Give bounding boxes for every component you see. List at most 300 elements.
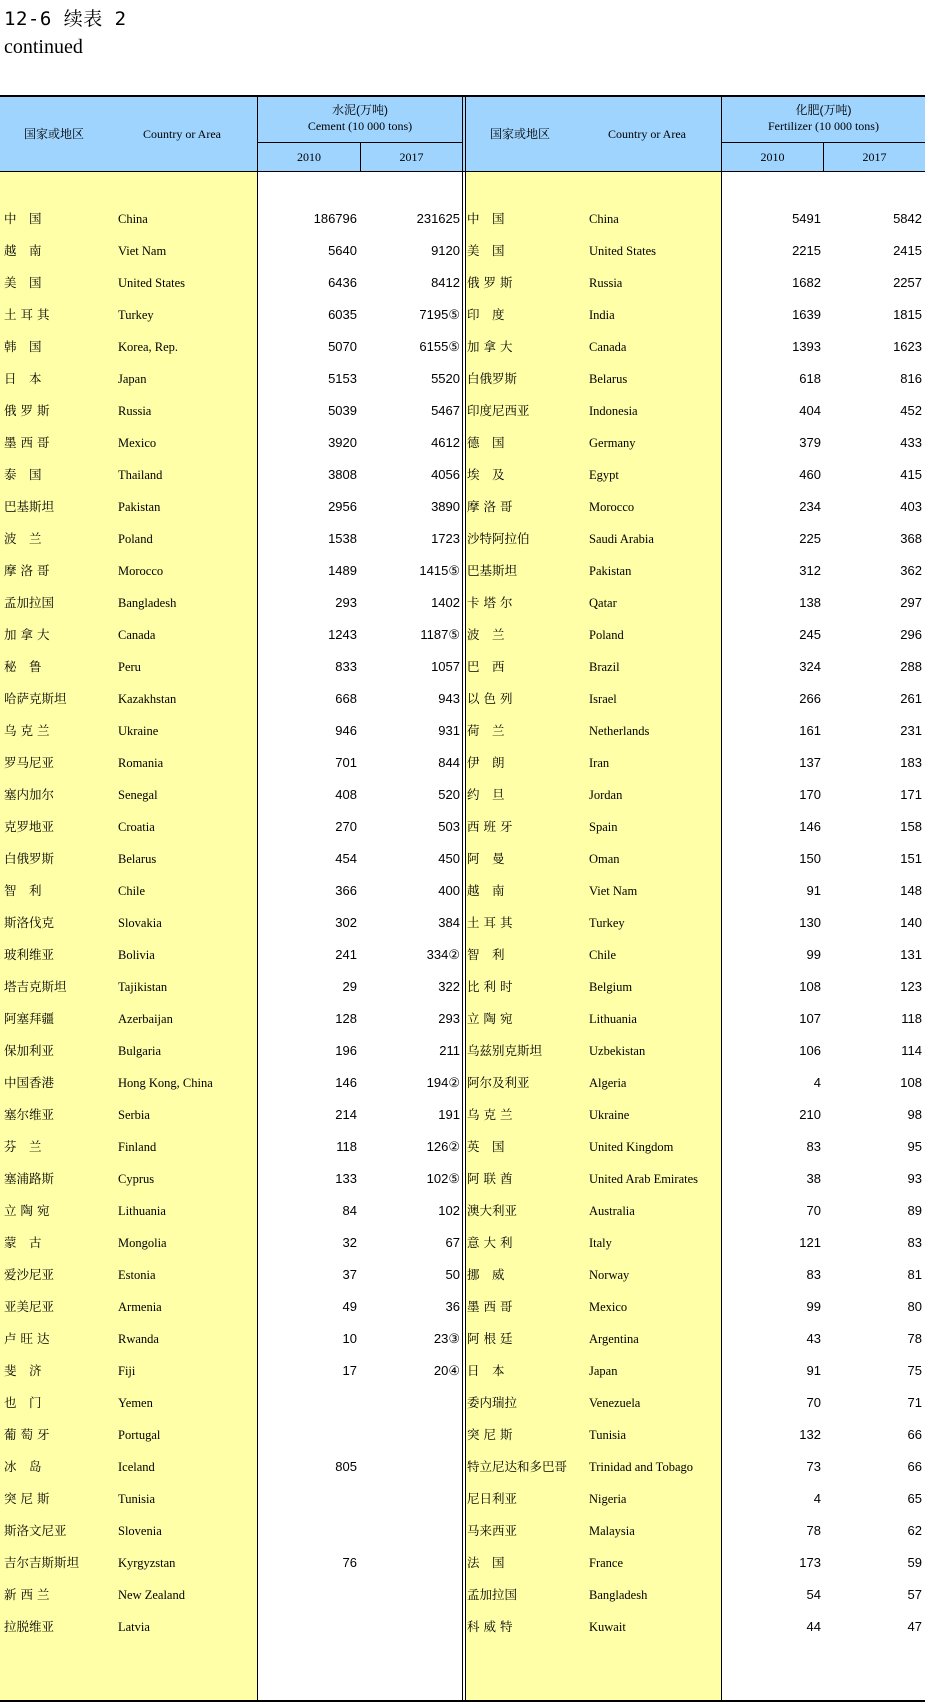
cement-2010: 241: [335, 947, 357, 962]
left-country-zh: 芬 兰: [4, 1139, 42, 1154]
fert-2010: 1393: [792, 339, 821, 354]
right-country-en: India: [589, 308, 615, 322]
fert-2010: 107: [799, 1011, 821, 1026]
fert-2010: 44: [806, 1619, 821, 1634]
right-country-zh: 沙特阿拉伯: [467, 531, 530, 546]
right-country-en: Lithuania: [589, 1012, 637, 1026]
left-country-en: China: [118, 212, 148, 226]
left-country-zh: 罗马尼亚: [4, 755, 55, 770]
cement-2017: 931: [438, 723, 460, 738]
right-country-en: Canada: [589, 340, 627, 354]
cement-2017: 4612: [431, 435, 460, 450]
fert-2010: 2215: [792, 243, 821, 258]
fert-2017: 123: [900, 979, 922, 994]
fert-2010: 150: [799, 851, 821, 866]
fert-2017: 47: [907, 1619, 922, 1634]
fert-2017: 118: [901, 1011, 922, 1026]
cement-2010: 6035: [328, 307, 357, 322]
cement-2017: 126②: [426, 1139, 460, 1154]
fert-2017: 171: [900, 787, 922, 802]
right-country-en: Poland: [589, 628, 624, 642]
fert-2010: 1682: [792, 275, 821, 290]
right-country-en: Ukraine: [589, 1108, 630, 1122]
cement-2010: 946: [335, 723, 357, 738]
left-country-en: Cyprus: [118, 1172, 155, 1186]
cement-2010: 214: [335, 1107, 357, 1122]
right-country-zh: 以 色 列: [467, 691, 513, 706]
right-country-zh: 智 利: [467, 947, 505, 962]
fert-2017: 65: [907, 1491, 922, 1506]
cement-2010: 1538: [328, 531, 357, 546]
cement-2010: 5070: [328, 339, 357, 354]
divider-v3: [462, 97, 463, 1700]
fert-2010: 91: [806, 1363, 821, 1378]
fert-2010: 5491: [792, 211, 821, 226]
fert-2017: 140: [900, 915, 922, 930]
header-sub-rule-left: [257, 142, 463, 143]
header-fert-2010: 2010: [760, 150, 785, 164]
left-country-zh: 土 耳 其: [4, 307, 50, 322]
cement-2010: 1489: [328, 563, 357, 578]
cement-2010: 3920: [328, 435, 357, 450]
page-title: 12-6 续表 2: [4, 8, 127, 30]
fert-2010: 618: [799, 371, 821, 386]
cement-2017: 5520: [431, 371, 460, 386]
left-country-zh: 塔吉克斯坦: [4, 979, 67, 994]
left-country-en: Serbia: [118, 1108, 150, 1122]
fert-2010: 132: [799, 1427, 821, 1442]
right-country-en: Indonesia: [589, 404, 638, 418]
left-country-en: Iceland: [118, 1460, 155, 1474]
left-country-en: Armenia: [118, 1300, 162, 1314]
fert-2017: 66: [907, 1459, 922, 1474]
right-country-en: United Kingdom: [589, 1140, 674, 1154]
left-country-en: Belarus: [118, 852, 157, 866]
cement-2017: 844: [438, 755, 460, 770]
header-cement-en: Cement (10 000 tons): [307, 119, 413, 133]
right-country-en: Nigeria: [589, 1492, 627, 1506]
right-country-zh: 中 国: [467, 211, 505, 226]
cement-2010: 118: [336, 1139, 357, 1154]
right-country-en: Egypt: [589, 468, 619, 482]
fert-2017: 1815: [893, 307, 922, 322]
left-country-zh: 孟加拉国: [4, 595, 55, 610]
cement-2017: 400: [438, 883, 460, 898]
table-bottom-rule: [0, 1700, 925, 1702]
right-country-zh: 马来西亚: [467, 1523, 518, 1538]
left-country-zh: 塞内加尔: [4, 787, 55, 802]
left-country-zh: 拉脱维亚: [4, 1619, 55, 1634]
fert-2010: 1639: [792, 307, 821, 322]
fert-2017: 158: [900, 819, 922, 834]
right-country-en: Saudi Arabia: [589, 532, 654, 546]
left-country-en: Viet Nam: [118, 244, 167, 258]
left-country-en: New Zealand: [118, 1588, 185, 1602]
left-country-en: Lithuania: [118, 1204, 166, 1218]
cement-2017: 1723: [431, 531, 460, 546]
left-country-zh: 波 兰: [4, 531, 42, 546]
right-country-zh: 乌 克 兰: [467, 1107, 513, 1122]
header-sub-rule-right: [721, 142, 925, 143]
fert-2017: 108: [900, 1075, 922, 1090]
left-country-zh: 玻利维亚: [4, 947, 55, 962]
cement-2017: 50: [445, 1267, 460, 1282]
fert-2010: 130: [799, 915, 821, 930]
fert-2010: 4: [813, 1491, 821, 1506]
header-left-country-zh: 国家或地区: [24, 127, 85, 141]
left-country-en: Rwanda: [118, 1332, 159, 1346]
cement-2010: 270: [335, 819, 357, 834]
left-country-en: Ukraine: [118, 724, 159, 738]
fert-2017: 148: [900, 883, 922, 898]
fert-2010: 173: [799, 1555, 821, 1570]
right-country-en: Australia: [589, 1204, 635, 1218]
cement-2010: 833: [335, 659, 357, 674]
fert-2017: 59: [907, 1555, 922, 1570]
fert-2017: 95: [907, 1139, 922, 1154]
left-country-zh: 立 陶 宛: [4, 1203, 50, 1218]
fert-2017: 183: [900, 755, 922, 770]
cement-2017: 102⑤: [426, 1171, 460, 1186]
fert-2017: 816: [900, 371, 922, 386]
left-country-en: Chile: [118, 884, 146, 898]
cement-2017: 334②: [426, 947, 460, 962]
cement-2010: 76: [342, 1555, 357, 1570]
header-right-country-en: Country or Area: [608, 127, 686, 141]
right-country-en: Italy: [589, 1236, 612, 1250]
right-country-en: Qatar: [589, 596, 617, 610]
right-country-en: Belgium: [589, 980, 633, 994]
cement-2017: 384: [438, 915, 460, 930]
left-country-zh: 美 国: [4, 275, 42, 290]
fert-2010: 146: [799, 819, 821, 834]
cement-2017: 211: [439, 1043, 460, 1058]
left-country-zh: 塞尔维亚: [4, 1107, 55, 1122]
left-country-en: Croatia: [118, 820, 155, 834]
left-country-en: Bangladesh: [118, 596, 177, 610]
right-country-en: Chile: [589, 948, 617, 962]
cement-2017: 194②: [426, 1075, 460, 1090]
right-country-en: France: [589, 1556, 624, 1570]
left-country-en: Morocco: [118, 564, 164, 578]
cement-2010: 49: [342, 1299, 357, 1314]
fert-2017: 93: [907, 1171, 922, 1186]
fert-2010: 99: [806, 1299, 821, 1314]
left-country-en: Romania: [118, 756, 164, 770]
right-country-zh: 荷 兰: [467, 723, 505, 738]
fert-2017: 261: [900, 691, 922, 706]
right-country-en: United Arab Emirates: [589, 1172, 698, 1186]
cement-2010: 196: [335, 1043, 357, 1058]
left-country-en: Hong Kong, China: [118, 1076, 213, 1090]
right-country-zh: 伊 朗: [467, 755, 505, 770]
cement-2010: 5640: [328, 243, 357, 258]
right-country-en: Israel: [589, 692, 617, 706]
fert-2010: 266: [799, 691, 821, 706]
right-country-en: Belarus: [589, 372, 628, 386]
right-country-en: Turkey: [589, 916, 625, 930]
right-country-en: Algeria: [589, 1076, 627, 1090]
left-country-zh: 斯洛伐克: [4, 915, 55, 930]
left-country-en: Mongolia: [118, 1236, 167, 1250]
fert-2017: 75: [907, 1363, 922, 1378]
right-country-en: Brazil: [589, 660, 620, 674]
cement-2010: 146: [335, 1075, 357, 1090]
right-country-zh: 突 尼 斯: [467, 1427, 513, 1442]
left-country-en: Estonia: [118, 1268, 156, 1282]
right-country-zh: 印度尼西亚: [467, 403, 530, 418]
right-country-zh: 阿 根 廷: [467, 1331, 513, 1346]
cement-2017: 3890: [431, 499, 460, 514]
cement-2017: 23③: [433, 1331, 460, 1346]
fert-2010: 161: [799, 723, 821, 738]
right-country-en: Japan: [589, 1364, 618, 1378]
cement-2010: 2956: [328, 499, 357, 514]
fert-2017: 452: [900, 403, 922, 418]
fert-2017: 151: [900, 851, 922, 866]
header-fert-2017: 2017: [862, 150, 887, 164]
left-country-en: United States: [118, 276, 186, 290]
right-country-zh: 加 拿 大: [467, 339, 513, 354]
cement-2010: 6436: [328, 275, 357, 290]
fert-2017: 98: [907, 1107, 922, 1122]
fert-2017: 66: [907, 1427, 922, 1442]
cement-2017: 1415⑤: [419, 563, 460, 578]
right-country-zh: 孟加拉国: [467, 1587, 518, 1602]
left-country-zh: 克罗地亚: [4, 819, 55, 834]
left-country-zh: 加 拿 大: [4, 627, 50, 642]
left-country-zh: 中 国: [4, 211, 42, 226]
cement-2017: 1402: [431, 595, 460, 610]
right-country-zh: 立 陶 宛: [467, 1011, 513, 1026]
cement-2017: 293: [438, 1011, 460, 1026]
fert-2017: 231: [900, 723, 922, 738]
right-country-zh: 约 旦: [467, 787, 505, 802]
left-country-en: Thailand: [118, 468, 163, 482]
fert-2010: 137: [799, 755, 821, 770]
fert-2010: 83: [806, 1139, 821, 1154]
right-country-zh: 日 本: [467, 1363, 505, 1378]
left-country-en: Japan: [118, 372, 147, 386]
right-country-en: Mexico: [589, 1300, 628, 1314]
right-country-zh: 埃 及: [467, 467, 505, 482]
right-country-zh: 意 大 利: [467, 1235, 513, 1250]
cement-2010: 29: [342, 979, 357, 994]
left-country-zh: 乌 克 兰: [4, 723, 50, 738]
right-country-zh: 挪 威: [467, 1267, 505, 1282]
right-country-zh: 阿 曼: [467, 851, 505, 866]
right-country-zh: 摩 洛 哥: [467, 499, 513, 514]
right-country-zh: 卡 塔 尔: [467, 595, 513, 610]
cement-2010: 128: [335, 1011, 357, 1026]
fert-2010: 234: [799, 499, 821, 514]
left-country-en: Latvia: [118, 1620, 150, 1634]
cement-2017: 9120: [431, 243, 460, 258]
right-country-zh: 乌兹别克斯坦: [467, 1043, 543, 1058]
left-country-en: Tajikistan: [118, 980, 168, 994]
left-country-zh: 巴基斯坦: [4, 499, 55, 514]
fert-2017: 403: [900, 499, 922, 514]
cement-2010: 668: [335, 691, 357, 706]
cement-2010: 408: [335, 787, 357, 802]
left-country-zh: 突 尼 斯: [4, 1491, 50, 1506]
right-country-en: Jordan: [589, 788, 623, 802]
left-country-en: Yemen: [118, 1396, 153, 1410]
fert-2017: 80: [907, 1299, 922, 1314]
cement-2010: 5039: [328, 403, 357, 418]
left-country-zh: 俄 罗 斯: [4, 403, 50, 418]
fert-2017: 2415: [893, 243, 922, 258]
left-country-en: Azerbaijan: [118, 1012, 173, 1026]
header-cement-2017: 2017: [399, 150, 424, 164]
left-country-en: Portugal: [118, 1428, 161, 1442]
fert-2010: 91: [806, 883, 821, 898]
fert-2017: 296: [900, 627, 922, 642]
cement-2017: 943: [438, 691, 460, 706]
left-country-zh: 也 门: [4, 1395, 42, 1410]
left-country-en: Slovenia: [118, 1524, 162, 1538]
fert-2017: 415: [900, 467, 922, 482]
left-country-zh: 斯洛文尼亚: [4, 1523, 67, 1538]
right-country-en: Pakistan: [589, 564, 632, 578]
header-fert-zh: 化肥(万吨): [795, 103, 852, 117]
fert-2017: 1623: [893, 339, 922, 354]
right-country-zh: 科 威 特: [467, 1619, 513, 1634]
fert-2010: 324: [799, 659, 821, 674]
right-country-zh: 俄 罗 斯: [467, 275, 513, 290]
left-country-en: Russia: [118, 404, 152, 418]
right-country-zh: 西 班 牙: [467, 819, 513, 834]
right-country-en: Malaysia: [589, 1524, 635, 1538]
left-country-en: Turkey: [118, 308, 154, 322]
right-country-en: Germany: [589, 436, 636, 450]
right-country-en: Netherlands: [589, 724, 650, 738]
cement-2010: 454: [335, 851, 357, 866]
fert-2017: 114: [901, 1043, 922, 1058]
fert-2010: 404: [799, 403, 821, 418]
left-country-zh: 墨 西 哥: [4, 435, 50, 450]
header-left-country-en: Country or Area: [143, 127, 221, 141]
left-country-zh: 塞浦路斯: [4, 1171, 55, 1186]
fert-2017: 81: [907, 1267, 922, 1282]
left-country-zh: 葡 萄 牙: [4, 1427, 50, 1442]
left-country-en: Tunisia: [118, 1492, 156, 1506]
cement-2010: 17: [342, 1363, 357, 1378]
fert-2010: 106: [799, 1043, 821, 1058]
right-country-zh: 土 耳 其: [467, 915, 513, 930]
cement-2017: 503: [438, 819, 460, 834]
cement-2017: 7195⑤: [419, 307, 460, 322]
right-country-en: China: [589, 212, 619, 226]
right-country-en: Bangladesh: [589, 1588, 648, 1602]
left-country-zh: 中国香港: [4, 1075, 55, 1090]
cement-2010: 32: [342, 1235, 357, 1250]
cement-2017: 520: [438, 787, 460, 802]
cement-2010: 84: [342, 1203, 357, 1218]
left-country-zh: 韩 国: [4, 339, 42, 354]
fert-2010: 73: [806, 1459, 821, 1474]
fert-2017: 433: [900, 435, 922, 450]
left-country-zh: 保加利亚: [4, 1043, 55, 1058]
left-country-zh: 爱沙尼亚: [4, 1267, 55, 1282]
cement-2010: 133: [335, 1171, 357, 1186]
left-country-en: Bulgaria: [118, 1044, 162, 1058]
fert-2010: 43: [806, 1331, 821, 1346]
fert-2017: 62: [907, 1523, 922, 1538]
fert-2017: 288: [900, 659, 922, 674]
fert-2010: 121: [799, 1235, 821, 1250]
left-country-zh: 哈萨克斯坦: [4, 691, 67, 706]
fert-2017: 83: [907, 1235, 922, 1250]
left-country-en: Kazakhstan: [118, 692, 177, 706]
left-country-en: Korea, Rep.: [118, 340, 179, 354]
header-cement-zh: 水泥(万吨): [332, 103, 388, 117]
cement-2017: 1057: [431, 659, 460, 674]
cement-2017: 4056: [431, 467, 460, 482]
cement-2017: 67: [445, 1235, 460, 1250]
fert-2010: 460: [799, 467, 821, 482]
right-country-en: Argentina: [589, 1332, 639, 1346]
left-country-zh: 斐 济: [4, 1363, 42, 1378]
right-country-zh: 法 国: [467, 1555, 505, 1570]
left-country-en: Pakistan: [118, 500, 161, 514]
right-country-zh: 美 国: [467, 243, 505, 258]
cement-2010: 701: [335, 755, 357, 770]
left-country-en: Bolivia: [118, 948, 155, 962]
fert-2010: 4: [813, 1075, 821, 1090]
left-country-en: Senegal: [118, 788, 158, 802]
right-country-en: Venezuela: [589, 1396, 641, 1410]
right-country-en: Norway: [589, 1268, 630, 1282]
left-country-zh: 日 本: [4, 371, 42, 386]
fert-2010: 210: [799, 1107, 821, 1122]
fert-2010: 83: [806, 1267, 821, 1282]
cement-2010: 366: [335, 883, 357, 898]
cement-2010: 293: [335, 595, 357, 610]
left-country-zh: 越 南: [4, 243, 42, 258]
left-country-en: Canada: [118, 628, 156, 642]
left-country-zh: 新 西 兰: [4, 1587, 50, 1602]
cement-2017: 20④: [433, 1363, 460, 1378]
fert-2010: 54: [806, 1587, 821, 1602]
right-country-en: Oman: [589, 852, 620, 866]
left-country-en: Poland: [118, 532, 153, 546]
right-country-en: United States: [589, 244, 657, 258]
right-country-zh: 巴 西: [467, 659, 505, 674]
left-country-en: Mexico: [118, 436, 157, 450]
cement-2017: 102: [438, 1203, 460, 1218]
left-country-zh: 摩 洛 哥: [4, 563, 50, 578]
cement-2017: 36: [445, 1299, 460, 1314]
right-country-zh: 越 南: [467, 883, 505, 898]
fert-2017: 71: [907, 1395, 922, 1410]
cement-2010: 5153: [328, 371, 357, 386]
fert-2010: 245: [799, 627, 821, 642]
fert-2017: 2257: [893, 275, 922, 290]
fert-2017: 57: [907, 1587, 922, 1602]
left-country-zh: 吉尔吉斯斯坦: [4, 1555, 80, 1570]
fert-2010: 99: [806, 947, 821, 962]
right-country-en: Trinidad and Tobago: [589, 1460, 693, 1474]
left-country-zh: 冰 岛: [4, 1459, 42, 1474]
left-country-en: Peru: [118, 660, 141, 674]
right-country-zh: 英 国: [467, 1139, 505, 1154]
cement-2010: 805: [335, 1459, 357, 1474]
cement-2010: 10: [342, 1331, 357, 1346]
fert-2010: 70: [806, 1395, 821, 1410]
cement-2017: 1187⑤: [420, 627, 460, 642]
right-country-en: Uzbekistan: [589, 1044, 646, 1058]
